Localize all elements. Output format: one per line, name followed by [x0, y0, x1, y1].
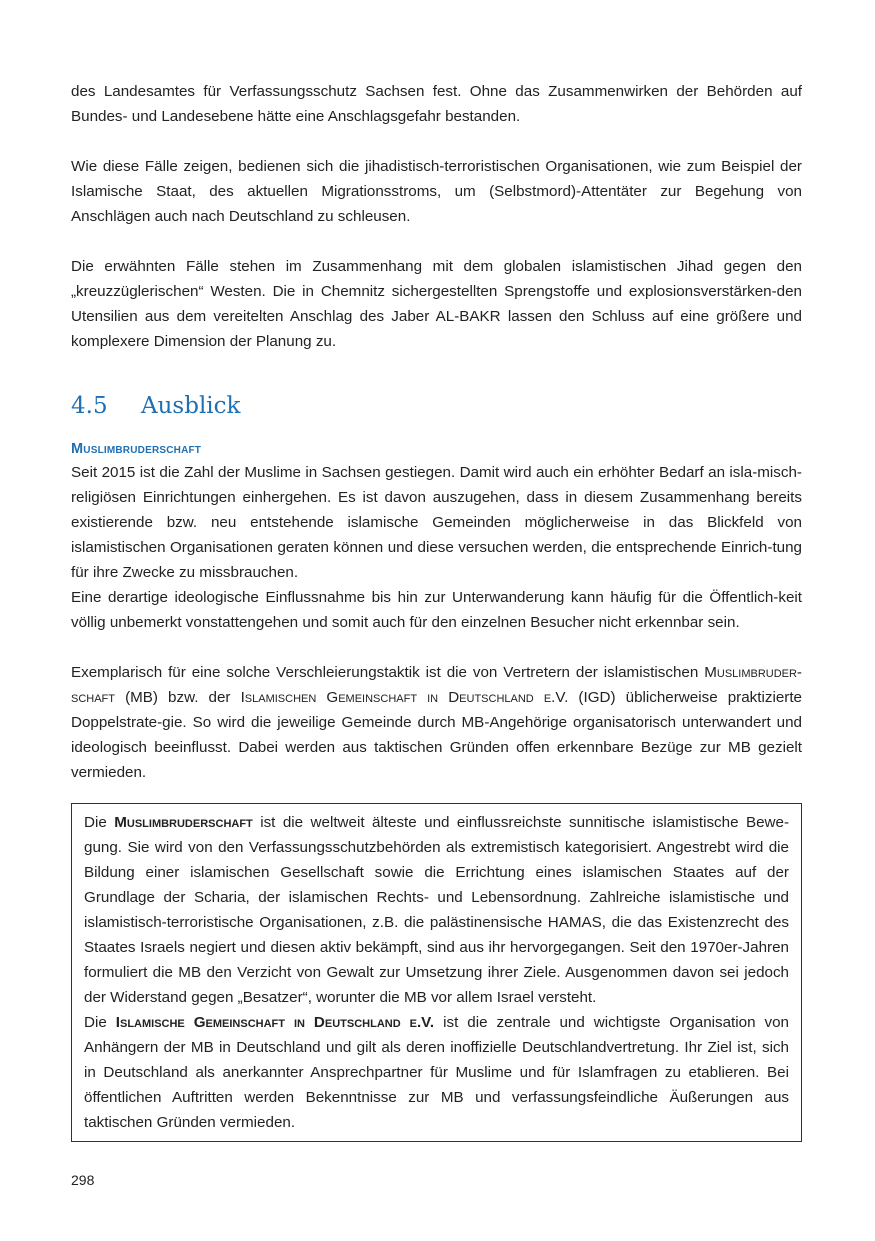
text-run: Exemplarisch für eine solche Verschleierungstaktik ist die von Vertretern der islamistischen: [71, 664, 705, 681]
text-run: ist die zentrale und wichtigste Organisation von Anhängern der MB in Deutschland und gilt als deren inoffizielle Deutschlandvertretung. Ihr Ziel ist, sich in Deutschland als anerkannter Ansprechpartner für Muslime und für Islamfragen zu etablieren. Bei öffentlichen Auftritten werden Bekenntnisse zur MB und verfassungsfeindliche Äußerungen aus taktischen Gründen vermieden.: [84, 1014, 789, 1131]
section-title: Ausblick: [141, 393, 241, 419]
paragraph-gap: [71, 229, 802, 254]
subheading: Muslimbruderschaft: [71, 441, 202, 457]
body-paragraph-1: des Landesamtes für Verfassungsschutz Sachsen fest. Ohne das Zusammenwirken der Behörden auf Bundes- und Landesebene hätte eine Anschlagsgefahr bestanden.: [71, 83, 802, 125]
section-paragraph-3: [71, 660, 802, 785]
organization-name-igd: Islamischen Gemeinschaft in Deutschland e.V.: [240, 689, 569, 706]
body-paragraph-3: Die erwähnten Fälle stehen im Zusammenhang mit dem globalen islamistischen Jihad gegen den „kreuzzüglerischen“ Westen. Die in Chemnitz sichergestellten Sprengstoffe und explosionsverstärken-den Utensilien aus dem vereitelten Anschlag des Jaber AL-BAKR lassen den Schluss auf eine größere und komplexere Dimension der Planung zu.: [71, 258, 802, 350]
page-content: [71, 79, 802, 1142]
section-paragraph-1: Seit 2015 ist die Zahl der Muslime in Sachsen gestiegen. Damit wird auch ein erhöhter Bedarf an isla-misch-religiösen Einrichtungen einhergehen. Es ist davon auszugehen, dass in diesem Zusammenhang bereits existierende bzw. neu entstehende islamische Gemeinden möglicherweise in das Blickfeld von islamistischen Organisationen geraten können und diese versuchen werden, die entsprechende Einrich-tung für ihre Zwecke zu missbrauchen.: [71, 464, 802, 581]
info-box-paragraph-2: [84, 1010, 789, 1135]
term-igd: Islamische Gemeinschaft in Deutschland e.V.: [115, 1014, 435, 1031]
section-number: 4.5: [71, 393, 108, 419]
info-box: [71, 803, 802, 1142]
text-run: Die: [84, 814, 115, 831]
info-box-paragraph-1: [84, 810, 789, 1010]
body-paragraph-2: Wie diese Fälle zeigen, bedienen sich die jihadistisch-terroristischen Organisationen, wie zum Beispiel der Islamische Staat, des aktuellen Migrationsstroms, um (Selbstmord)-Attentäter zur Begehung von Anschlägen auch nach Deutschland zu schleusen.: [71, 158, 802, 225]
text-run: Die: [84, 1014, 116, 1031]
organization-name-mb: Muslimbruder-schaft: [71, 664, 802, 706]
paragraph-gap: [71, 129, 802, 154]
text-run: ist die weltweit älteste und einflussreichste sunnitische islamistische Bewe-gung. Sie wird von den Verfassungsschutzbehörden als extremistisch kategorisiert. Angestrebt wird die Bildung einer islamischen Gesellschaft sowie die Errichtung eines islamischen Staates auf der Grundlage der Scharia, der islamischen Rechts- und Lebensordnung. Zahlreiche islamistische und islamistisch-terroristische Organisationen, z.B. die palästinensische HAMAS, die das Existenzrecht des Staates Israels negiert und diesen aktiv bekämpft, sind aus ihr hervorgegangen. Seit den 1970er-Jahren formuliert die MB den Verzicht von Gewalt zur Umsetzung ihrer Ziele. Ausgenommen davon sei jedoch der Widerstand gegen „Besatzer“, worunter die MB vor allem Israel versteht.: [84, 814, 789, 1006]
section-paragraph-2: Eine derartige ideologische Einflussnahme bis hin zur Unterwanderung kann häufig für die Öffentlich-keit völlig unbemerkt vonstattengehen und somit auch für den einzelnen Besucher nicht erkennbar sein.: [71, 589, 802, 631]
section-heading: [71, 391, 802, 421]
page-number: 298: [71, 1172, 95, 1188]
text-run: (MB) bzw. der: [115, 689, 241, 706]
paragraph-gap: [71, 635, 802, 660]
text-run: (IGD) üblicherweise praktizierte Doppelstrate-gie. So wird die jeweilige Gemeinde durch MB-Angehörige organisatorisch unterwandert und ideologisch beeinflusst. Dabei werden aus taktischen Gründen offen erkennbare Bezüge zur MB gezielt vermieden.: [71, 689, 802, 781]
term-muslimbruderschaft: Muslimbruderschaft: [114, 814, 253, 831]
